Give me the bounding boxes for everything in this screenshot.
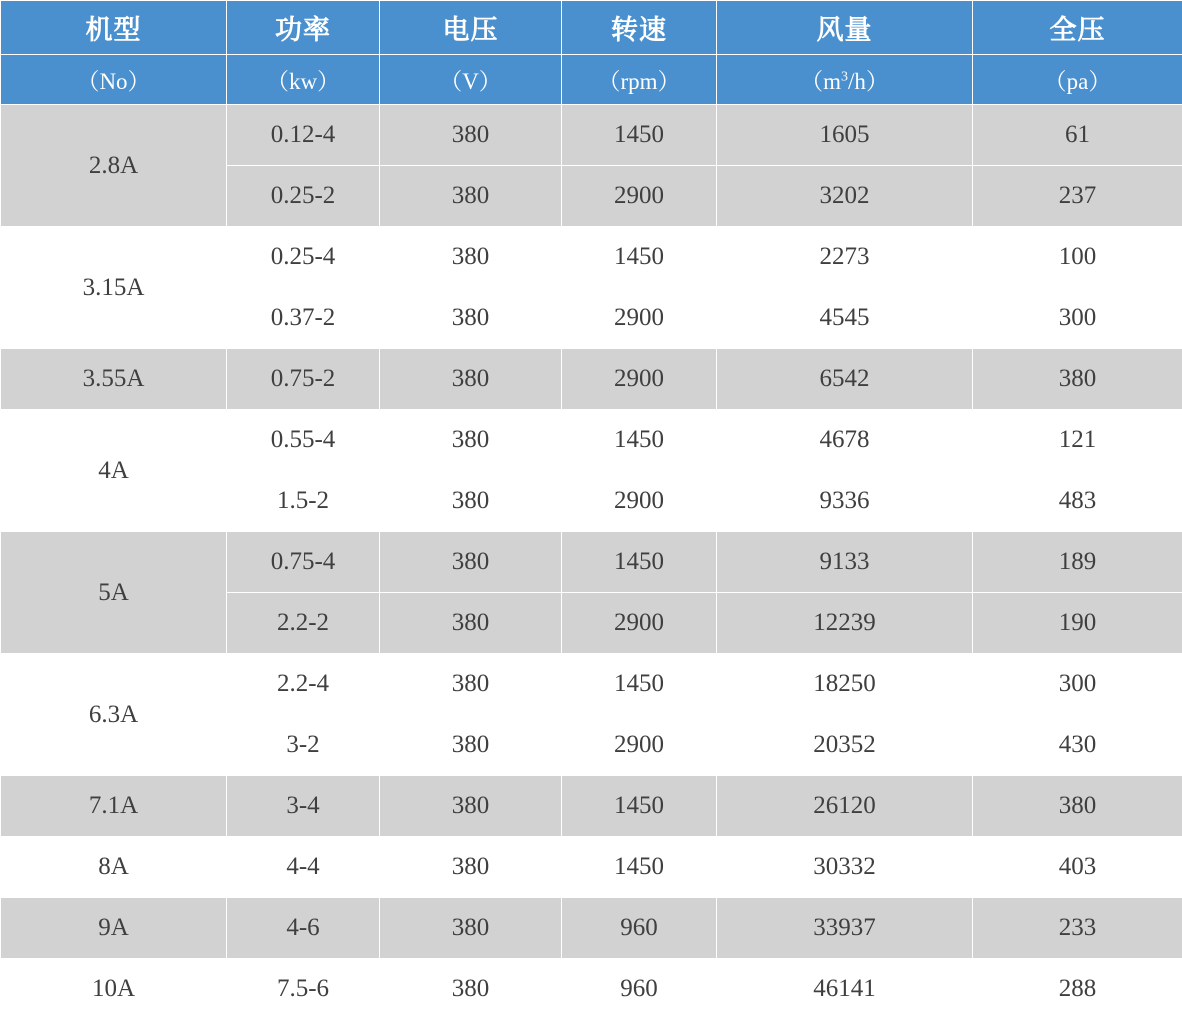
header-unit-airflow xyxy=(717,55,973,105)
cell-airflow: 12239 xyxy=(717,593,973,654)
cell-voltage: 380 xyxy=(380,349,562,410)
cell-power: 0.12-4 xyxy=(227,105,380,166)
cell-power: 0.55-4 xyxy=(227,410,380,471)
cell-speed: 2900 xyxy=(562,288,717,349)
cell-pressure: 380 xyxy=(973,776,1182,837)
cell-power: 0.37-2 xyxy=(227,288,380,349)
cell-airflow: 26120 xyxy=(717,776,973,837)
header-row-names xyxy=(1,1,1182,55)
cell-pressure: 430 xyxy=(973,715,1182,776)
header-unit-voltage: （V） xyxy=(380,55,562,105)
cell-pressure: 403 xyxy=(973,837,1182,898)
cell-model: 5A xyxy=(1,532,227,654)
cell-pressure: 300 xyxy=(973,654,1182,715)
cell-voltage: 380 xyxy=(380,410,562,471)
header-unit-speed: （rpm） xyxy=(562,55,717,105)
cell-airflow: 18250 xyxy=(717,654,973,715)
table-row xyxy=(1,410,1182,471)
cell-airflow: 4678 xyxy=(717,410,973,471)
cell-power: 1.5-2 xyxy=(227,471,380,532)
cell-voltage: 380 xyxy=(380,105,562,166)
cell-speed: 1450 xyxy=(562,654,717,715)
cell-voltage: 380 xyxy=(380,654,562,715)
cell-voltage: 380 xyxy=(380,593,562,654)
cell-voltage: 380 xyxy=(380,166,562,227)
table-row xyxy=(1,776,1182,837)
cell-speed: 960 xyxy=(562,959,717,1020)
header-row-units xyxy=(1,55,1182,105)
cell-pressure: 237 xyxy=(973,166,1182,227)
cell-pressure: 61 xyxy=(973,105,1182,166)
cell-pressure: 288 xyxy=(973,959,1182,1020)
table-row xyxy=(1,837,1182,898)
cell-airflow: 30332 xyxy=(717,837,973,898)
header-airflow: 风量 xyxy=(717,1,973,55)
table-row xyxy=(1,959,1182,1020)
cell-speed: 2900 xyxy=(562,593,717,654)
cell-speed: 1450 xyxy=(562,776,717,837)
cell-speed: 1450 xyxy=(562,837,717,898)
cell-pressure: 190 xyxy=(973,593,1182,654)
table-row xyxy=(1,532,1182,593)
cell-voltage: 380 xyxy=(380,288,562,349)
cell-power: 7.5-6 xyxy=(227,959,380,1020)
header-power: 功率 xyxy=(227,1,380,55)
header-unit-power: （kw） xyxy=(227,55,380,105)
cell-model: 3.55A xyxy=(1,349,227,410)
cell-speed: 2900 xyxy=(562,349,717,410)
cell-power: 2.2-4 xyxy=(227,654,380,715)
table-row xyxy=(1,654,1182,715)
cell-model: 6.3A xyxy=(1,654,227,776)
cell-airflow: 33937 xyxy=(717,898,973,959)
cell-voltage: 380 xyxy=(380,471,562,532)
cell-speed: 1450 xyxy=(562,227,717,288)
cell-voltage: 380 xyxy=(380,532,562,593)
cell-pressure: 483 xyxy=(973,471,1182,532)
table-row xyxy=(1,898,1182,959)
header-unit-model: （No） xyxy=(1,55,227,105)
cell-speed: 2900 xyxy=(562,471,717,532)
cell-power: 0.25-2 xyxy=(227,166,380,227)
table-row xyxy=(1,349,1182,410)
header-unit-pressure: （pa） xyxy=(973,55,1182,105)
cell-speed: 1450 xyxy=(562,532,717,593)
cell-model: 9A xyxy=(1,898,227,959)
cell-airflow: 3202 xyxy=(717,166,973,227)
cell-pressure: 100 xyxy=(973,227,1182,288)
cell-voltage: 380 xyxy=(380,715,562,776)
cell-voltage: 380 xyxy=(380,898,562,959)
cell-airflow: 9133 xyxy=(717,532,973,593)
unit-airflow-tail: /h） xyxy=(848,69,889,94)
header-pressure: 全压 xyxy=(973,1,1182,55)
cell-speed: 960 xyxy=(562,898,717,959)
cell-model: 4A xyxy=(1,410,227,532)
cell-power: 0.75-4 xyxy=(227,532,380,593)
cell-airflow: 2273 xyxy=(717,227,973,288)
cell-pressure: 380 xyxy=(973,349,1182,410)
table-row xyxy=(1,227,1182,288)
cell-pressure: 233 xyxy=(973,898,1182,959)
table-header xyxy=(1,1,1182,105)
cell-airflow: 46141 xyxy=(717,959,973,1020)
cell-power: 3-4 xyxy=(227,776,380,837)
cell-speed: 1450 xyxy=(562,410,717,471)
cell-speed: 2900 xyxy=(562,166,717,227)
cell-power: 4-4 xyxy=(227,837,380,898)
cell-voltage: 380 xyxy=(380,959,562,1020)
cell-power: 0.25-4 xyxy=(227,227,380,288)
cell-airflow: 4545 xyxy=(717,288,973,349)
cell-model: 8A xyxy=(1,837,227,898)
cell-power: 4-6 xyxy=(227,898,380,959)
cell-pressure: 189 xyxy=(973,532,1182,593)
header-voltage: 电压 xyxy=(380,1,562,55)
table-body xyxy=(1,105,1182,1020)
cell-power: 2.2-2 xyxy=(227,593,380,654)
cell-model: 3.15A xyxy=(1,227,227,349)
cell-airflow: 1605 xyxy=(717,105,973,166)
cell-model: 2.8A xyxy=(1,105,227,227)
cell-pressure: 121 xyxy=(973,410,1182,471)
cell-power: 0.75-2 xyxy=(227,349,380,410)
cell-voltage: 380 xyxy=(380,837,562,898)
cell-model: 10A xyxy=(1,959,227,1020)
cell-voltage: 380 xyxy=(380,776,562,837)
cell-speed: 1450 xyxy=(562,105,717,166)
cell-model: 7.1A xyxy=(1,776,227,837)
cell-pressure: 300 xyxy=(973,288,1182,349)
unit-airflow-base: （m xyxy=(800,69,841,94)
cell-voltage: 380 xyxy=(380,227,562,288)
header-speed: 转速 xyxy=(562,1,717,55)
unit-airflow-exponent: 3 xyxy=(841,69,848,84)
cell-speed: 2900 xyxy=(562,715,717,776)
cell-airflow: 6542 xyxy=(717,349,973,410)
header-model: 机型 xyxy=(1,1,227,55)
cell-airflow: 9336 xyxy=(717,471,973,532)
cell-airflow: 20352 xyxy=(717,715,973,776)
cell-power: 3-2 xyxy=(227,715,380,776)
table-row xyxy=(1,105,1182,166)
